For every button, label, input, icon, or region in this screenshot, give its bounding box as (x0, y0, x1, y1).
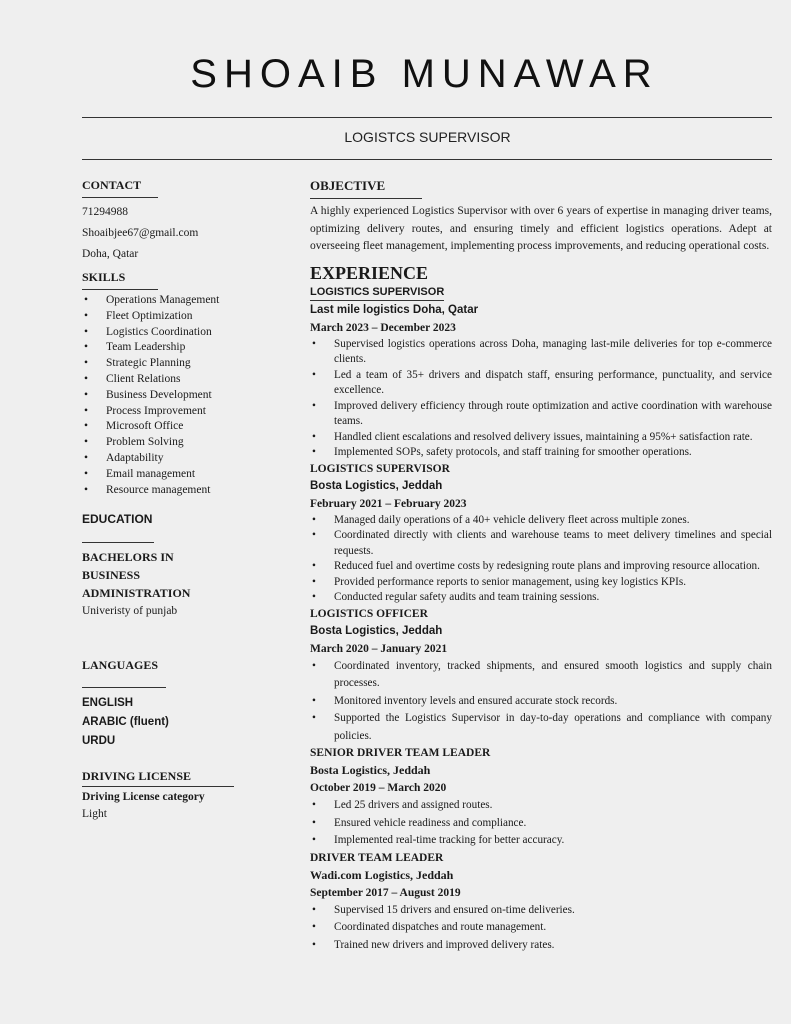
header-divider-top (82, 117, 772, 118)
list-item: • Coordinated dispatches and route management. (310, 919, 772, 937)
education-underline (82, 542, 154, 543)
job-title: LOGISTICS SUPERVISOR (310, 462, 450, 475)
list-item: • Conducted regular safety audits and team training sessions. (310, 590, 772, 606)
objective-heading: OBJECTIVE (310, 178, 386, 193)
contact-heading: CONTACT (82, 178, 142, 192)
experience-entry (310, 745, 772, 850)
list-item: • Business Development (82, 388, 252, 404)
list-item: • Operations Management (82, 293, 252, 309)
job-title: LOGISTICS SUPERVISOR (310, 284, 444, 301)
list-item: URDU (82, 735, 116, 748)
list-item: • Led a team of 35+ drivers and dispatch staff, ensuring performance, punctuality, and service excellence. (310, 368, 772, 399)
list-item: • Fleet Optimization (82, 309, 252, 325)
job-dates: September 2017 – August 2019 (310, 886, 461, 899)
objective-section (310, 178, 772, 256)
list-item: • Supervised 15 drivers and ensured on-time deliveries. (310, 902, 772, 920)
job-dates: March 2020 – January 2021 (310, 642, 448, 655)
list-item: • Handled client escalations and resolved delivery issues, maintaining a 95%+ satisfaction rate. (310, 430, 772, 446)
list-item: • Resource management (82, 483, 252, 499)
education-heading: EDUCATION (82, 512, 153, 527)
job-company: Bosta Logistics, Jeddah (310, 479, 443, 492)
list-item: • Logistics Coordination (82, 325, 252, 341)
skills-underline (82, 289, 158, 290)
list-item: • Problem Solving (82, 435, 252, 451)
job-bullets (310, 513, 772, 606)
degree-line: BACHELORS IN (82, 550, 174, 565)
driving-license-value: Light (82, 808, 107, 821)
header-divider-bottom (82, 159, 772, 160)
job-title: DRIVER TEAM LEADER (310, 851, 444, 864)
degree-line: BUSINESS (82, 568, 141, 583)
list-item: • Implemented SOPs, safety protocols, and staff training for smoother operations. (310, 445, 772, 461)
list-item: • Supervised logistics operations across Doha, managing last-mile deliveries for top e-commerce clients. (310, 337, 772, 368)
job-title: LOGISTICS OFFICER (310, 607, 428, 620)
list-item: • Improved delivery efficiency through route optimization and active coordination with warehouse teams. (310, 399, 772, 430)
list-item: • Adaptability (82, 451, 252, 467)
driving-section (82, 769, 252, 822)
languages-underline (82, 687, 166, 688)
skills-list (82, 293, 252, 498)
experience-entry (310, 284, 772, 461)
list-item: • Coordinated directly with clients and warehouse teams to meet delivery timelines and special requests. (310, 528, 772, 559)
list-item: • Reduced fuel and overtime costs by redesigning route plans and improving resource allocation. (310, 559, 772, 575)
list-item: • Strategic Planning (82, 356, 252, 372)
education-degree (82, 548, 252, 602)
contact-section (82, 178, 252, 265)
experience-heading: EXPERIENCE (310, 262, 429, 283)
contact-email: Shoaibjee67@gmail.com (82, 227, 199, 239)
job-title-subtitle: LOGISTCS SUPERVISOR (344, 129, 511, 145)
contact-underline (82, 197, 158, 198)
list-item: • Managed daily operations of a 40+ vehicle delivery fleet across multiple zones. (310, 513, 772, 529)
list-item: • Trained new drivers and improved delivery rates. (310, 937, 772, 955)
skills-section (82, 270, 252, 498)
job-bullets (310, 337, 772, 461)
driving-license-label: Driving License category (82, 791, 205, 804)
list-item: • Supported the Logistics Supervisor in day-to-day operations and compliance with company policies. (310, 710, 772, 745)
list-item: • Provided performance reports to senior management, using key logistics KPIs. (310, 575, 772, 591)
list-item: • Coordinated inventory, tracked shipments, and ensured smooth logistics and supply chain processes. (310, 658, 772, 693)
list-item: • Monitored inventory levels and ensured accurate stock records. (310, 693, 772, 711)
objective-underline (310, 198, 422, 199)
right-column (310, 178, 772, 954)
list-item: ARABIC (fluent) (82, 716, 169, 729)
job-title: SENIOR DRIVER TEAM LEADER (310, 747, 491, 759)
list-item: • Led 25 drivers and assigned routes. (310, 797, 772, 815)
list-item: • Implemented real-time tracking for better accuracy. (310, 832, 772, 850)
job-dates: October 2019 – March 2020 (310, 782, 447, 794)
list-item: ENGLISH (82, 697, 134, 710)
experience-entry (310, 606, 772, 746)
job-bullets (310, 658, 772, 746)
languages-section (82, 658, 252, 751)
list-item: • Client Relations (82, 372, 252, 388)
job-dates: March 2023 – December 2023 (310, 321, 456, 334)
experience-entry (310, 461, 772, 606)
job-bullets (310, 797, 772, 850)
list-item: • Process Improvement (82, 404, 252, 420)
driving-heading: DRIVING LICENSE (82, 769, 192, 784)
skills-heading: SKILLS (82, 270, 126, 284)
list-item: • Ensured vehicle readiness and compliance. (310, 815, 772, 833)
list-item: • Microsoft Office (82, 419, 252, 435)
objective-text: A highly experienced Logistics Supervisor with over 6 years of expertise in managing driver teams, optimizing delivery routes, and ensuring timely and efficient logistics operations. Adept at overseeing fleet management, implementing process improvements, and reducing operational costs. (310, 205, 772, 252)
contact-location: Doha, Qatar (82, 248, 139, 260)
list-item: • Email management (82, 467, 252, 483)
contact-phone: 71294988 (82, 206, 128, 218)
job-company: Wadi.com Logistics, Jeddah (310, 867, 454, 882)
candidate-name: SHOAIB MUNAWAR (190, 52, 659, 96)
languages-list (82, 694, 252, 751)
job-company: Last mile logistics Doha, Qatar (310, 303, 479, 316)
education-school: Univeristy of punjab (82, 605, 178, 618)
languages-heading: LANGUAGES (82, 658, 159, 673)
education-section (82, 512, 252, 620)
job-company: Bosta Logistics, Jeddah (310, 763, 431, 777)
job-bullets (310, 902, 772, 955)
job-company: Bosta Logistics, Jeddah (310, 624, 443, 637)
driving-underline (82, 786, 234, 787)
job-dates: February 2021 – February 2023 (310, 497, 467, 510)
experience-entry (310, 850, 772, 955)
list-item: • Team Leadership (82, 340, 252, 356)
degree-line: ADMINISTRATION (82, 586, 191, 601)
left-column (82, 178, 252, 822)
